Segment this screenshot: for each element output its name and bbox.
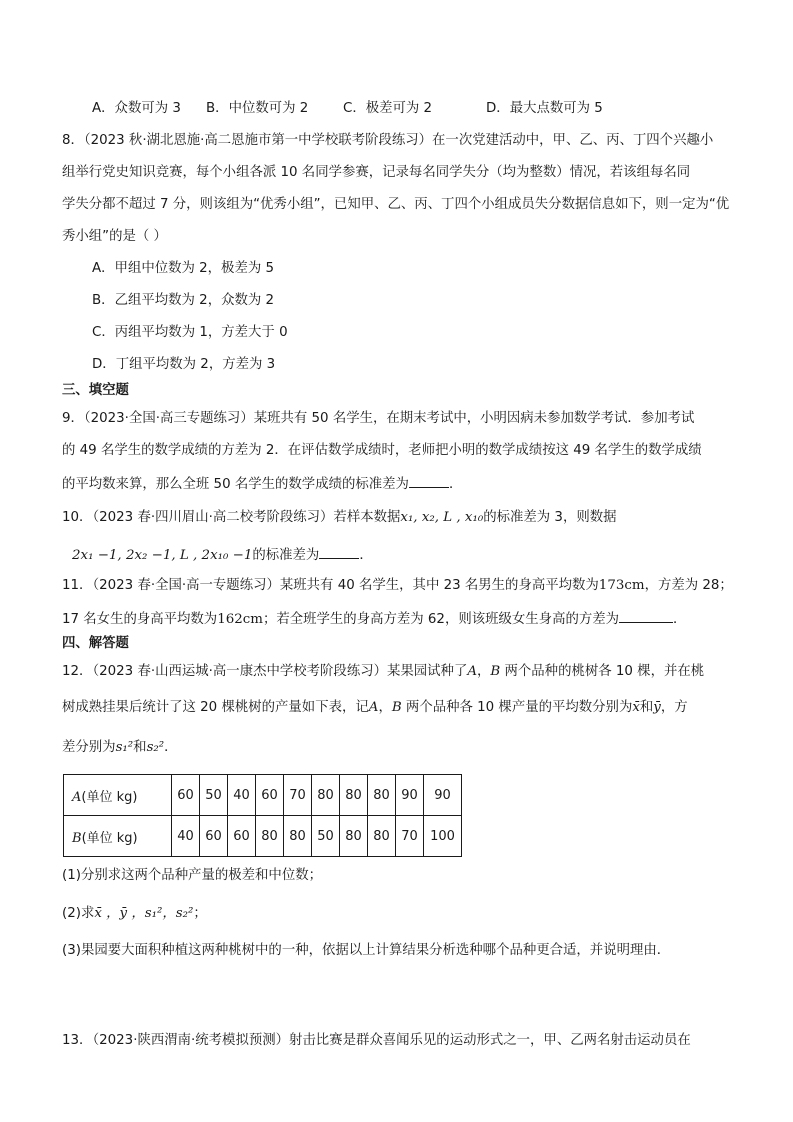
q7-option-d: D．最大点数可为 5 bbox=[486, 101, 603, 116]
q12-line-1-pre: 12．（2023 春·山西运城·高一康杰中学校考阶段练习）某果园试种了 bbox=[62, 664, 468, 679]
q12-sub-2-pre: (2)求 bbox=[62, 906, 95, 921]
q11-male-height: 173cm bbox=[598, 578, 645, 593]
table-cell: 50 bbox=[312, 816, 340, 857]
q11-line-1-pre: 11．（2023 春·全国·高一专题练习）某班共有 40 名学生，其中 23 名男生的身高平均数为 bbox=[62, 578, 599, 593]
q8-line-2: 组举行党史知识竞赛，每个小组各派 10 名同学参赛，记录每名同学失分（均为整数）情况，若该组每名同 bbox=[62, 165, 691, 180]
q10-end: ． bbox=[359, 548, 373, 563]
q9-answer-blank[interactable] bbox=[409, 473, 449, 488]
table-cell: 80 bbox=[256, 816, 284, 857]
table-cell: 50 bbox=[200, 775, 228, 816]
table-cell: 60 bbox=[228, 816, 256, 857]
q12-var-b: B bbox=[490, 664, 501, 679]
table-cell: 60 bbox=[200, 816, 228, 857]
q12-line-3 bbox=[62, 738, 178, 758]
row-a-label bbox=[64, 775, 172, 816]
q7-option-b: B．中位数可为 2 bbox=[206, 101, 309, 116]
row-b-label bbox=[64, 816, 172, 857]
table-cell: 70 bbox=[396, 816, 424, 857]
q12-line-1 bbox=[62, 662, 704, 682]
q10-line-2 bbox=[72, 544, 373, 566]
q8-option-c: C．丙组平均数为 1，方差大于 0 bbox=[92, 325, 288, 340]
q11-line-2-post: ；若全班学生的身高方差为 62，则该班级女生身高的方差为 bbox=[262, 612, 620, 627]
section-heading-solve: 四、解答题 bbox=[62, 636, 129, 651]
q8-line-3: 学失分都不超过 7 分，则该组为“优秀小组”，已知甲、乙、丙、丁四个小组成员失分数据信息如下，则一定为“优 bbox=[62, 197, 730, 212]
q12-and-2: 和 bbox=[133, 740, 147, 755]
q12-ybar: ȳ bbox=[653, 700, 661, 715]
q12-line-3-post: ． bbox=[164, 740, 178, 755]
row-b-unit: (单位 kg) bbox=[81, 830, 138, 846]
q10-line-1-pre: 10．（2023 春·四川眉山·高二校考阶段练习）若样本数据 bbox=[62, 510, 401, 525]
q12-variance-2: s₂² bbox=[146, 740, 165, 755]
table-row-b bbox=[64, 816, 462, 857]
row-a-unit: (单位 kg) bbox=[81, 789, 138, 805]
q9-line-3-text: 的平均数来算，那么全班 50 名学生的数学成绩的标准差为 bbox=[62, 477, 409, 492]
table-cell: 40 bbox=[172, 816, 200, 857]
table-cell: 80 bbox=[340, 816, 368, 857]
q9-line-1: 9．（2023·全国·高三专题练习）某班共有 50 名学生，在期末考试中，小明因病未参加数学考试．参加考试 bbox=[62, 411, 695, 426]
q10-transformed-data: 2x₁ −1, 2x₂ −1, L , 2x₁₀ −1 bbox=[72, 548, 253, 563]
table-cell: 80 bbox=[284, 816, 312, 857]
q11-line-2-pre: 17 名女生的身高平均数为 bbox=[62, 612, 218, 627]
q12-sub-2 bbox=[62, 904, 207, 924]
q10-line-1-post: 的标准差为 3，则数据 bbox=[483, 510, 617, 525]
q11-line-1 bbox=[62, 576, 733, 596]
table-row-a bbox=[64, 775, 462, 816]
q8-option-a: A．甲组中位数为 2，极差为 5 bbox=[92, 261, 275, 276]
q12-line-2-post: ，方 bbox=[660, 700, 688, 715]
q8-line-4: 秀小组”的是（ ） bbox=[62, 229, 167, 244]
q11-female-height: 162cm bbox=[217, 612, 263, 627]
q12-sub-3: (3)果园要大面积种植这两种桃树中的一种，依据以上计算结果分析选种哪个品种更合适，并说明理由． bbox=[62, 943, 671, 958]
q7-option-c: C．极差可为 2 bbox=[343, 101, 433, 116]
q12-sub-2-post: ； bbox=[193, 906, 207, 921]
q12-sub-1: (1)分别求这两个品种产量的极差和中位数； bbox=[62, 868, 322, 883]
q12-line-1-post: 两个品种的桃树各 10 棵，并在桃 bbox=[500, 664, 705, 679]
row-b-var: B bbox=[72, 830, 82, 846]
table-cell: 90 bbox=[396, 775, 424, 816]
q12-line-2-pre: 树成熟挂果后统计了这 20 棵桃树的产量如下表，记 bbox=[62, 700, 369, 715]
q9-line-2: 的 49 名学生的数学成绩的方差为 2．在评估数学成绩时，老师把小明的数学成绩按这 49 名学生的数学成绩 bbox=[62, 443, 702, 458]
table-cell: 80 bbox=[312, 775, 340, 816]
table-cell: 60 bbox=[172, 775, 200, 816]
table-cell: 90 bbox=[424, 775, 462, 816]
q12-separator-2: ， bbox=[378, 700, 392, 715]
q9-end: ． bbox=[448, 477, 463, 492]
q13-line-1: 13．（2023·陕西渭南·统考模拟预测）射击比赛是群众喜闻乐见的运动形式之一，甲、乙两名射击运动员在 bbox=[62, 1033, 691, 1048]
q12-and: 和 bbox=[639, 700, 654, 715]
q7-option-a: A．众数可为 3 bbox=[92, 101, 181, 116]
q12-var-a-2: A bbox=[368, 700, 379, 715]
table-cell: 80 bbox=[340, 775, 368, 816]
table-cell: 70 bbox=[284, 775, 312, 816]
q12-variance-1: s₁² bbox=[115, 740, 134, 755]
q12-line-3-pre: 差分别为 bbox=[62, 740, 116, 755]
table-cell: 40 bbox=[228, 775, 256, 816]
yield-table bbox=[63, 774, 462, 857]
q11-line-2 bbox=[62, 608, 686, 630]
q8-option-d: D．丁组平均数为 2，方差为 3 bbox=[92, 357, 276, 372]
table-cell: 100 bbox=[424, 816, 462, 857]
q10-sample-data: x₁, x₂, L , x₁₀ bbox=[400, 510, 484, 525]
q8-option-b: B．乙组平均数为 2，众数为 2 bbox=[92, 293, 275, 308]
q12-sub-2-math: x̄ ，ȳ ，s₁²，s₂² bbox=[94, 906, 194, 921]
q11-line-1-post: ，方差为 28； bbox=[644, 578, 733, 593]
q12-separator: ， bbox=[477, 664, 491, 679]
q12-line-2-mid: 两个品种各 10 棵产量的平均数分别为 bbox=[401, 700, 633, 715]
q12-line-2 bbox=[62, 698, 688, 718]
q10-line-2-post: 的标准差为 bbox=[252, 548, 320, 563]
table-cell: 60 bbox=[256, 775, 284, 816]
q12-var-a: A bbox=[467, 664, 478, 679]
q8-line-1: 8．（2023 秋·湖北恩施·高二恩施市第一中学校联考阶段练习）在一次党建活动中，甲、乙、丙、丁四个兴趣小 bbox=[62, 133, 714, 148]
q12-var-b-2: B bbox=[391, 700, 402, 715]
q10-line-1 bbox=[62, 508, 617, 528]
table-cell: 80 bbox=[368, 775, 396, 816]
table-cell: 80 bbox=[368, 816, 396, 857]
q11-answer-blank[interactable] bbox=[619, 608, 673, 623]
q12-xbar: x̄ bbox=[632, 700, 640, 715]
section-heading-fill-in: 三、填空题 bbox=[62, 383, 129, 398]
q11-end: ． bbox=[673, 612, 687, 627]
q10-answer-blank[interactable] bbox=[319, 544, 359, 559]
q9-line-3 bbox=[62, 473, 462, 495]
row-a-var: A bbox=[72, 789, 82, 805]
